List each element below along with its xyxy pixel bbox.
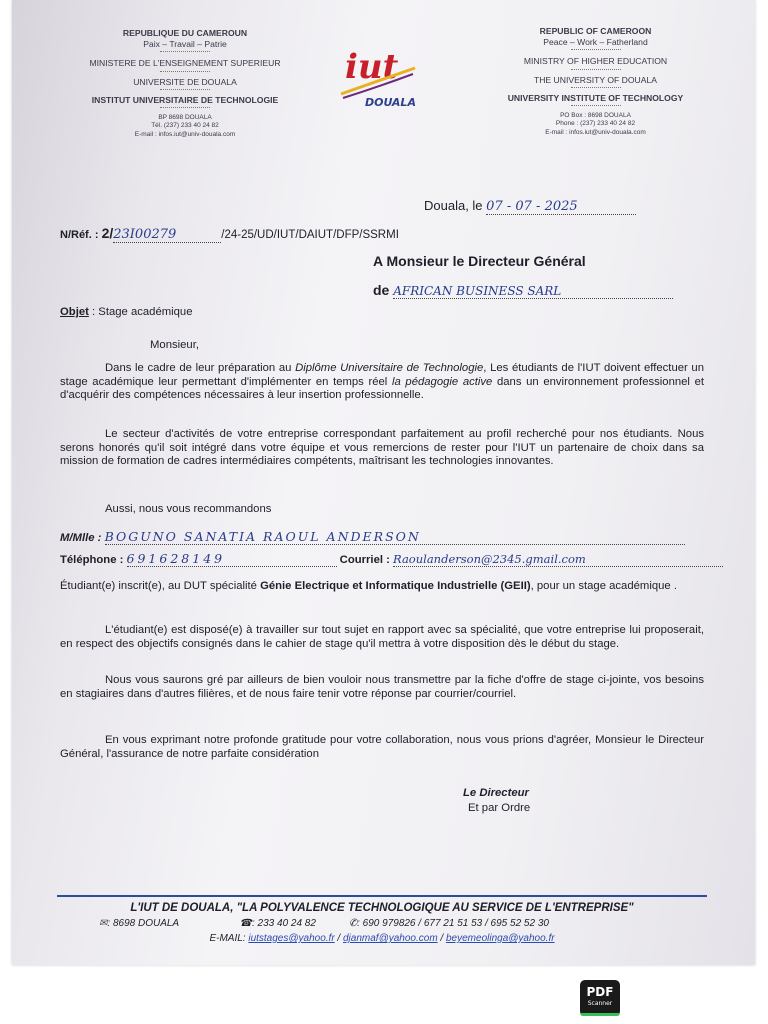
header-left-university: UNIVERSITE DE DOUALA [133, 76, 237, 87]
date-prefix: Douala, le [424, 198, 483, 213]
para1-part-c: , Les étudiants de l'IUT doivent effectuer un stage académique leur permettant d'implémenter en temps réel [60, 362, 704, 388]
header-left-motto: Paix – Travail – Patrie [143, 39, 227, 50]
reference-line [60, 225, 399, 243]
iut-douala-logo [335, 44, 421, 114]
header-right-motto: Peace – Work – Fatherland [543, 37, 648, 48]
header-right-university: THE UNIVERSITY OF DOUALA [533, 74, 658, 85]
salutation: Monsieur, [150, 339, 199, 351]
separator [160, 71, 210, 72]
header-right-bp: PO Box : 8698 DOUALA [560, 111, 631, 119]
header-left-tel: Tél. (237) 233 40 24 82 [151, 122, 219, 130]
separator [571, 87, 621, 88]
mail-value: Raoulanderson@2345.gmail.com [393, 552, 723, 567]
header-left-ministry: MINISTERE DE L'ENSEIGNEMENT SUPERIEUR [89, 58, 281, 69]
paragraph-3: L'étudiant(e) est disposé(e) à travailler sur tout sujet en rapport avec sa spécialité, que votre entreprise lui proposerait, en respect des objectifs consignés dans le cahier de stage qu'il mettra à votre disposition dès le début du stage. [60, 624, 704, 650]
letter-page [12, 0, 755, 965]
signature-order: Et par Ordre [468, 802, 531, 814]
ref-handwritten: 23I00279 [113, 227, 221, 243]
logo-brand-text: iut [345, 47, 399, 87]
header-left-bp: BP 8698 DOUALA [158, 113, 212, 121]
pdf-scanner-badge[interactable] [580, 980, 620, 1016]
footer-emails: E-MAIL: iutstages@yahoo.fr / djanmaf@yahoo.com / beyemeolinga@yahoo.fr [209, 933, 555, 944]
header-left-institute: INSTITUT UNIVERSITAIRE DE TECHNOLOGIE [91, 94, 279, 105]
ref-suffix: /24-25/UD/IUT/DAIUT/DFP/SSRMI [221, 229, 399, 241]
para1-pedagogy: la pédagogie active [391, 375, 493, 388]
header-right-block [478, 26, 713, 137]
separator [160, 107, 210, 108]
objet-value: : Stage académique [92, 306, 193, 318]
header-right-phone: Phone : (237) 233 40 24 82 [555, 120, 636, 128]
header-right-ministry: MINISTRY OF HIGHER EDUCATION [523, 56, 668, 67]
mobile-icon: ✆ [348, 918, 358, 929]
enrolled-part-a: Étudiant(e) inscrit(e), au DUT spécialité [60, 580, 261, 592]
footer-slogan: L'IUT DE DOUALA, "LA POLYVALENCE TECHNOLOGIQUE AU SERVICE DE L'ENTREPRISE" [130, 902, 634, 914]
envelope-icon: ✉ [99, 918, 108, 929]
mail-label: Courriel : [339, 554, 390, 566]
student-contact-line [60, 551, 723, 567]
paragraph-2: Le secteur d'activités de votre entreprise correspondant parfaitement au profil recherché pour nos étudiants. Nous serons honorés qu'il soit intégré dans votre équipe et vous remercions de rester pour l'IUT un partenaire de choix dans sa mission de formation de cadres intermédiaires compétents, maîtrisant les technologies innovantes. [60, 428, 704, 468]
objet-label: Objet [60, 306, 89, 318]
header-left-email: E-mail : infos.iut@univ-douala.com [134, 130, 236, 138]
footer-bp: : 8698 DOUALA [107, 918, 179, 929]
footer-tel: : 233 40 24 82 [251, 918, 316, 929]
email-link-3[interactable]: beyemeolinga@yahoo.fr [446, 933, 555, 944]
header-right-email: E-mail : infos.iut@univ-douala.com [545, 128, 646, 136]
para1-diploma: Diplôme Universitaire de Technologie [295, 362, 484, 374]
footer-divider [57, 895, 707, 897]
recommend-line: Aussi, nous vous recommandons [105, 503, 272, 515]
separator [571, 69, 621, 70]
phone-label: Téléphone : [60, 554, 124, 566]
student-name-value: BOGUNO SANATIA RAOUL ANDERSON [105, 529, 685, 545]
separator [160, 89, 210, 90]
enrolled-speciality: Génie Electrique et Informatique Industrielle (GEII) [260, 580, 531, 592]
objet-line [60, 306, 193, 318]
phone-value: 691628149 [127, 551, 337, 567]
email-link-2[interactable]: djanmaf@yahoo.com [343, 933, 438, 944]
enrolled-line [60, 580, 704, 594]
badge-accent-bar [580, 1013, 620, 1016]
phone-icon: ☎ [239, 918, 252, 929]
name-label: M/Mlle : [60, 532, 102, 544]
recipient-title: A Monsieur le Directeur Général [373, 253, 586, 269]
paragraph-5: En vous exprimant notre profonde gratitude pour votre collaboration, nous vous prions d'agréer, Monsieur le Directeur Général, l'assurance de notre parfaite considération [60, 734, 704, 760]
header-right-republic: REPUBLIC OF CAMEROON [539, 26, 652, 36]
email-link-1[interactable]: iutstages@yahoo.fr [248, 933, 335, 944]
badge-title: PDF [586, 985, 614, 999]
enrolled-part-c: , pour un stage académique . [530, 580, 677, 592]
para1-part-e: dans un environnement professionnel et d'acquérir des compétences nécessaires à leur insertion professionnelle. [60, 375, 704, 402]
header-right-institute: UNIVERSITY INSTITUTE OF TECHNOLOGY [507, 92, 684, 103]
recipient-de: de [373, 282, 390, 298]
ref-label: N/Réf. : [60, 229, 99, 241]
date-line [424, 198, 636, 215]
logo-city-text: DOUALA [365, 96, 416, 109]
recipient-company: AFRICAN BUSINESS SARL [393, 284, 673, 299]
ref-number: 2/ [101, 225, 114, 241]
separator [571, 49, 621, 50]
recipient-company-line [373, 282, 673, 299]
footer-contacts [57, 918, 707, 929]
footer-mobile: : 690 979826 / 677 21 51 53 / 695 52 52 30 [357, 918, 549, 929]
separator [571, 105, 621, 106]
student-name-line [60, 529, 685, 545]
header-left-republic: REPUBLIQUE DU CAMEROUN [122, 28, 248, 38]
para1-part-a: Dans le cadre de leur préparation au [105, 362, 296, 374]
badge-subtitle: Scanner [587, 1000, 613, 1007]
paragraph-4: Nous vous saurons gré par ailleurs de bien vouloir nous transmettre par la fiche d'offre de stage ci-jointe, vos besoins en stagiaires dans d'autres filières, et de nous faire tenir votre réponse par courrier/courriel. [60, 674, 704, 700]
separator [160, 51, 210, 52]
footer-email-label: E-MAIL: [209, 933, 246, 944]
paragraph-1 [60, 362, 704, 403]
date-value: 07 - 07 - 2025 [486, 199, 636, 215]
signature-title: Le Directeur [463, 787, 529, 799]
header-left-block [55, 28, 315, 139]
